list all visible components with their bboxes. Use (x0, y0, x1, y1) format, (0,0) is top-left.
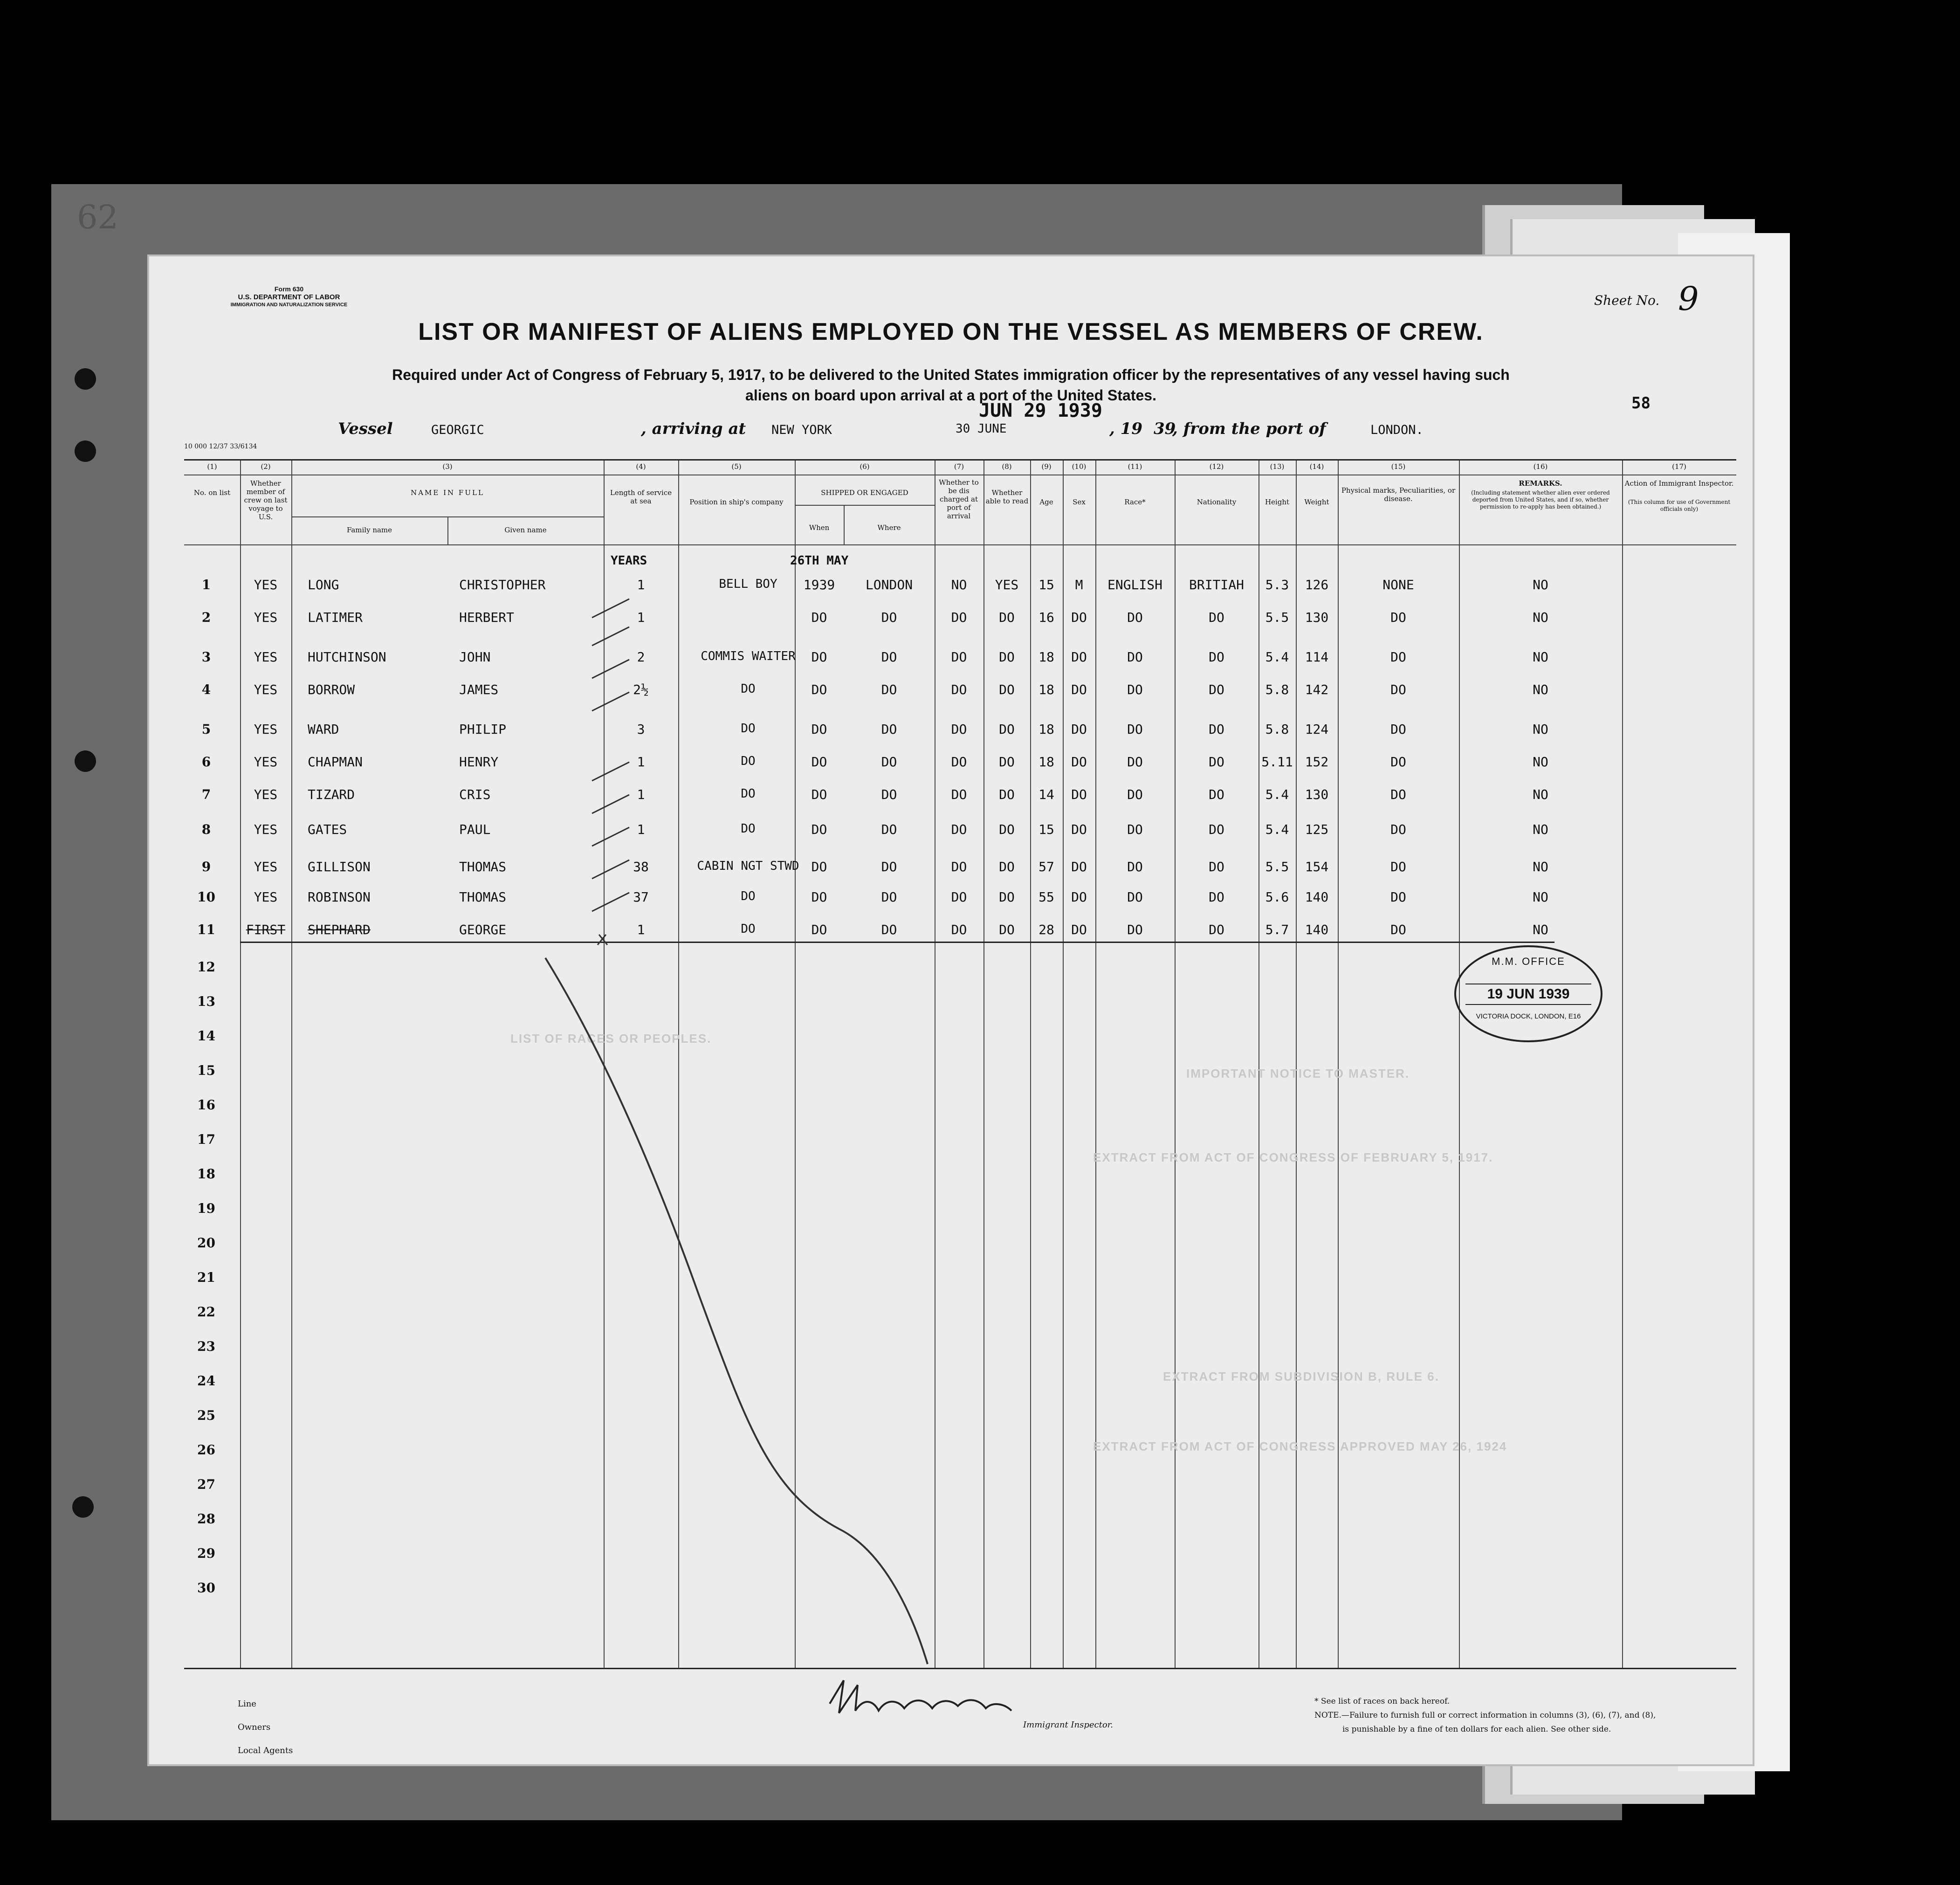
page-count: 58 (1631, 394, 1651, 413)
column-number: (4) (636, 462, 646, 471)
row-number: 1 (201, 577, 211, 592)
row-number: 9 (201, 859, 211, 874)
column-number: (3) (442, 462, 453, 471)
cell-where: DO (881, 610, 897, 625)
cell-position: DO (741, 822, 756, 836)
cell-service: 2 (637, 649, 645, 665)
cell-when: 1939 (803, 577, 835, 592)
footer-note: is punishable by a fine of ten dollars for each alien. See other side. (1342, 1725, 1611, 1734)
cell-sex: DO (1071, 610, 1087, 625)
column-number: (7) (954, 462, 964, 471)
bleed-through-text: EXTRACT FROM SUBDIVISION B, RULE 6. (1163, 1369, 1439, 1383)
cell-service: 1 (637, 822, 645, 837)
cell-race: DO (1127, 610, 1143, 625)
cell-discharged: DO (951, 787, 967, 802)
page-title: LIST OR MANIFEST OF ALIENS EMPLOYED ON THE VESSEL AS MEMBERS OF CREW. (418, 318, 1484, 345)
cell-position: COMMIS WAITER (701, 649, 796, 663)
year-label: , 19 (1109, 420, 1142, 438)
cell-nationality: DO (1209, 787, 1224, 802)
department-name: U.S. DEPARTMENT OF LABOR (238, 293, 340, 301)
date-stamp: JUN 29 1939 (979, 400, 1102, 421)
cell-remarks: NO (1533, 577, 1548, 592)
column-number: (13) (1270, 462, 1285, 471)
cell-discharged: DO (951, 754, 967, 770)
cell-sex: DO (1071, 859, 1087, 874)
cell-age: 15 (1038, 822, 1054, 837)
cell-physical: DO (1390, 889, 1406, 905)
cell-age: 28 (1038, 922, 1054, 937)
cell-sex: DO (1071, 649, 1087, 665)
header-where: Where (877, 523, 901, 532)
cell-position: DO (741, 922, 756, 936)
row-number: 6 (201, 754, 211, 770)
cell-position: BELL BOY (719, 577, 777, 591)
footer-agents-label: Local Agents (238, 1746, 293, 1755)
cell-when: DO (811, 922, 827, 937)
cell-given: GEORGE (459, 922, 507, 937)
cell-race: DO (1127, 922, 1143, 937)
bleed-through-text: EXTRACT FROM ACT OF CONGRESS APPROVED MAY 26, 1924 (1093, 1439, 1507, 1453)
cell-physical: DO (1390, 754, 1406, 770)
cell-remarks: NO (1533, 649, 1548, 665)
cell-member: YES (254, 682, 278, 697)
row-number: 22 (197, 1304, 215, 1320)
cell-read: DO (999, 922, 1015, 937)
cell-weight: 140 (1305, 889, 1329, 905)
cell-read: DO (999, 754, 1015, 770)
header-discharged: Whether to be dis charged at port of arrival (939, 478, 979, 520)
cell-height: 5.5 (1265, 610, 1289, 625)
cell-when: DO (811, 822, 827, 837)
cell-age: 18 (1038, 754, 1054, 770)
row-number: 18 (197, 1166, 215, 1182)
column-number: (1) (207, 462, 217, 471)
cell-family: HUTCHINSON (308, 649, 386, 665)
cell-where: DO (881, 722, 897, 737)
row-number: 28 (197, 1511, 215, 1527)
cell-service: 37 (633, 889, 649, 905)
header-weight: Weight (1304, 498, 1329, 506)
header-no-on-list: No. on list (193, 488, 231, 497)
cell-family: GATES (308, 822, 347, 837)
cell-height: 5.5 (1265, 859, 1289, 874)
cell-when: DO (811, 649, 827, 665)
row-number: 7 (201, 787, 211, 802)
cell-member: YES (254, 787, 278, 802)
cell-position: DO (741, 889, 756, 903)
cell-nationality: BRITIAH (1189, 577, 1244, 592)
cell-family: ROBINSON (308, 889, 371, 905)
header-shipped: SHIPPED OR ENGAGED (821, 488, 908, 497)
bleed-through-text: EXTRACT FROM ACT OF CONGRESS OF FEBRUARY 5, 1917. (1093, 1150, 1493, 1164)
header-when: When (809, 523, 830, 532)
sheet-number-label: Sheet No. (1594, 293, 1660, 308)
cell-position: DO (741, 754, 756, 768)
cell-remarks: NO (1533, 610, 1548, 625)
cell-sex: DO (1071, 787, 1087, 802)
cell-remarks: NO (1533, 787, 1548, 802)
cell-race: DO (1127, 859, 1143, 874)
cell-given: JOHN (459, 649, 491, 665)
cell-height: 5.11 (1261, 754, 1293, 770)
header-nationality: Nationality (1197, 498, 1237, 506)
header-sex: Sex (1073, 498, 1086, 506)
stamp-location: VICTORIA DOCK, LONDON, E16 (1476, 1012, 1581, 1020)
cell-given: CHRISTOPHER (459, 577, 546, 592)
cell-remarks: NO (1533, 922, 1548, 937)
cell-nationality: DO (1209, 682, 1224, 697)
cell-sex: M (1075, 577, 1083, 592)
cell-weight: 126 (1305, 577, 1329, 592)
cell-position: DO (741, 787, 756, 801)
cell-sex: DO (1071, 682, 1087, 697)
cell-sex: DO (1071, 754, 1087, 770)
header-action: Action of Immigrant Inspector. (1624, 479, 1734, 488)
cell-service: 2½ (633, 682, 649, 697)
cell-read: DO (999, 610, 1015, 625)
cell-age: 18 (1038, 682, 1054, 697)
cell-race: DO (1127, 722, 1143, 737)
cell-service: 1 (637, 610, 645, 625)
column-number: (11) (1128, 462, 1142, 471)
cell-where: DO (881, 649, 897, 665)
cell-weight: 152 (1305, 754, 1329, 770)
cell-weight: 125 (1305, 822, 1329, 837)
cell-sex: DO (1071, 889, 1087, 905)
cell-race: DO (1127, 754, 1143, 770)
row-number: 12 (197, 959, 215, 975)
column-number: (10) (1072, 462, 1087, 471)
header-remarks: REMARKS. (1519, 479, 1562, 488)
cell-read: DO (999, 682, 1015, 697)
cell-given: JAMES (459, 682, 499, 697)
cell-member: YES (254, 859, 278, 874)
cell-discharged: DO (951, 682, 967, 697)
cell-when: DO (811, 610, 827, 625)
cell-when: DO (811, 889, 827, 905)
column-number: (12) (1209, 462, 1224, 471)
row-number: 29 (197, 1546, 215, 1561)
cell-member: YES (254, 610, 278, 625)
row-number: 15 (197, 1063, 215, 1078)
cell-read: DO (999, 649, 1015, 665)
cell-read: DO (999, 889, 1015, 905)
header-service-length: Length of service at sea (610, 488, 672, 505)
header-family-name: Family name (346, 526, 392, 534)
cell-physical: DO (1390, 649, 1406, 665)
row-number: 19 (197, 1201, 215, 1216)
cell-race: DO (1127, 649, 1143, 665)
column-number: (17) (1672, 462, 1686, 471)
cell-physical: NONE (1382, 577, 1414, 592)
cell-member: YES (254, 754, 278, 770)
cell-race: DO (1127, 822, 1143, 837)
cell-age: 14 (1038, 787, 1054, 802)
cell-where: DO (881, 787, 897, 802)
row-number: 24 (197, 1373, 215, 1389)
cell-where: DO (881, 754, 897, 770)
column-number: (15) (1391, 462, 1406, 471)
cell-physical: DO (1390, 922, 1406, 937)
cell-age: 57 (1038, 859, 1054, 874)
cell-discharged: DO (951, 822, 967, 837)
shipped-date-label: 26TH MAY (790, 554, 849, 568)
cell-physical: DO (1390, 822, 1406, 837)
cell-family: BORROW (308, 682, 355, 697)
cell-given: PHILIP (459, 722, 507, 737)
cell-read: YES (995, 577, 1019, 592)
cell-age: 18 (1038, 722, 1054, 737)
row-number: 25 (197, 1408, 215, 1423)
cell-physical: DO (1390, 722, 1406, 737)
row-number: 13 (197, 994, 215, 1009)
bleed-through-text: IMPORTANT NOTICE TO MASTER. (1186, 1066, 1410, 1080)
header-position: Position in ship's company (689, 498, 784, 506)
cell-sex: DO (1071, 922, 1087, 937)
footer-note: NOTE.—Failure to furnish full or correct information in columns (3), (6), (7), and (8), (1314, 1711, 1656, 1720)
cell-remarks: NO (1533, 682, 1548, 697)
cell-height: 5.7 (1265, 922, 1289, 937)
cell-height: 5.8 (1265, 722, 1289, 737)
cell-age: 55 (1038, 889, 1054, 905)
cell-member: FIRST (246, 922, 286, 937)
column-number: (9) (1041, 462, 1052, 471)
cell-physical: DO (1390, 859, 1406, 874)
arriving-label: , arriving at (641, 420, 746, 438)
cell-discharged: DO (951, 649, 967, 665)
from-label: , from the port of (1172, 420, 1326, 438)
header-given-name: Given name (504, 526, 547, 534)
cell-when: DO (811, 682, 827, 697)
bleed-through-text: LIST OF RACES OR PEOPLES. (510, 1032, 712, 1046)
header-height: Height (1265, 498, 1290, 506)
row-number: 17 (197, 1132, 215, 1147)
cell-service: 1 (637, 922, 645, 937)
cell-given: THOMAS (459, 859, 507, 874)
column-number: (6) (860, 462, 870, 471)
cell-nationality: DO (1209, 859, 1224, 874)
cell-weight: 140 (1305, 922, 1329, 937)
cell-position: CABIN NGT STWD (697, 859, 799, 873)
cell-when: DO (811, 859, 827, 874)
cell-remarks: NO (1533, 822, 1548, 837)
cell-remarks: NO (1533, 889, 1548, 905)
subtitle-line: Required under Act of Congress of February 5, 1917, to be delivered to the United States immigration officer by the representatives of any vessel having such (392, 366, 1510, 383)
cell-family: GILLISON (308, 859, 371, 874)
cell-height: 5.8 (1265, 682, 1289, 697)
cell-family: SHEPHARD (308, 922, 371, 937)
header-remarks-note: (Including statement whether alien ever ordered deported from United States, and if so, whether permission to re-apply has been obtained.) (1471, 489, 1610, 510)
cell-sex: DO (1071, 722, 1087, 737)
cell-age: 16 (1038, 610, 1054, 625)
cell-family: LATIMER (308, 610, 363, 625)
cell-discharged: DO (951, 859, 967, 874)
cell-age: 15 (1038, 577, 1054, 592)
cell-where: DO (881, 822, 897, 837)
cell-member: YES (254, 577, 278, 592)
cell-remarks: NO (1533, 722, 1548, 737)
cell-service: 3 (637, 722, 645, 737)
row-number: 10 (197, 889, 215, 905)
cell-height: 5.3 (1265, 577, 1289, 592)
cell-height: 5.4 (1265, 787, 1289, 802)
cell-given: THOMAS (459, 889, 507, 905)
form-number: Form 630 (274, 285, 304, 293)
cell-family: TIZARD (308, 787, 355, 802)
header-member: Whether member of crew on last voyage to U.S. (244, 479, 288, 521)
row-number: 2 (201, 610, 211, 625)
row-number: 30 (197, 1580, 215, 1596)
row-number: 4 (201, 682, 211, 697)
cell-discharged: NO (951, 577, 967, 592)
cell-given: PAUL (459, 822, 491, 837)
print-code: 10 000 12/37 33/6134 (184, 443, 257, 450)
cell-nationality: DO (1209, 822, 1224, 837)
cell-nationality: DO (1209, 649, 1224, 665)
row-number: 5 (201, 722, 211, 737)
header-action-note: (This column for use of Government officials only) (1628, 499, 1731, 512)
vessel-label: Vessel (338, 420, 393, 438)
row-number: 26 (197, 1442, 215, 1458)
column-number: (2) (261, 462, 271, 471)
vessel-name: GEORGIC (431, 423, 484, 437)
cell-when: DO (811, 787, 827, 802)
cell-discharged: DO (951, 610, 967, 625)
cell-given: CRIS (459, 787, 491, 802)
cell-when: DO (811, 754, 827, 770)
footer-owners-label: Owners (238, 1722, 271, 1732)
cell-where: DO (881, 859, 897, 874)
cell-height: 5.6 (1265, 889, 1289, 905)
header-name: NAME IN FULL (411, 488, 484, 497)
cell-read: DO (999, 859, 1015, 874)
cell-position: DO (741, 682, 756, 696)
cell-read: DO (999, 722, 1015, 737)
cell-nationality: DO (1209, 922, 1224, 937)
cell-remarks: NO (1533, 754, 1548, 770)
cell-nationality: DO (1209, 889, 1224, 905)
cell-height: 5.4 (1265, 649, 1289, 665)
cell-given: HENRY (459, 754, 499, 770)
cell-where: LONDON (865, 577, 913, 592)
cell-service: 1 (637, 754, 645, 770)
cell-weight: 130 (1305, 610, 1329, 625)
header-read: Whether able to read (985, 488, 1029, 505)
cell-position: DO (741, 722, 756, 736)
year-value: 39 (1154, 420, 1176, 438)
cell-read: DO (999, 787, 1015, 802)
cell-race: DO (1127, 682, 1143, 697)
cell-weight: 114 (1305, 649, 1329, 665)
footer-inspector-label: Immigrant Inspector. (1023, 1720, 1114, 1730)
cell-read: DO (999, 822, 1015, 837)
cell-service: 38 (633, 859, 649, 874)
cell-when: DO (811, 722, 827, 737)
sheet-number: 9 (1678, 280, 1699, 318)
page-mark: 62 (77, 198, 119, 236)
column-number: (5) (731, 462, 742, 471)
row-number: 21 (197, 1270, 215, 1285)
stamp-date: 19 JUN 1939 (1465, 984, 1591, 1005)
departure-port: LONDON. (1370, 423, 1424, 437)
footer-line-label: Line (238, 1699, 256, 1709)
column-number: (8) (1002, 462, 1012, 471)
cell-where: DO (881, 889, 897, 905)
cell-nationality: DO (1209, 610, 1224, 625)
row-number: 23 (197, 1339, 215, 1354)
cell-weight: 130 (1305, 787, 1329, 802)
cell-family: WARD (308, 722, 339, 737)
cell-age: 18 (1038, 649, 1054, 665)
cell-sex: DO (1071, 822, 1087, 837)
cell-weight: 154 (1305, 859, 1329, 874)
header-physical: Physical marks, Peculiarities, or disease. (1341, 486, 1456, 503)
cell-service: 1 (637, 787, 645, 802)
header-race: Race* (1124, 498, 1146, 506)
cell-nationality: DO (1209, 722, 1224, 737)
cell-race: DO (1127, 889, 1143, 905)
row-number: 3 (201, 649, 211, 665)
cell-weight: 142 (1305, 682, 1329, 697)
row-number: 16 (197, 1097, 215, 1113)
cell-race: ENGLISH (1107, 577, 1162, 592)
service-name: IMMIGRATION AND NATURALIZATION SERVICE (230, 302, 348, 308)
cell-physical: DO (1390, 610, 1406, 625)
office-stamp (1454, 945, 1602, 1042)
arrival-date: 30 JUNE (956, 422, 1007, 436)
cell-where: DO (881, 922, 897, 937)
row-number: 8 (201, 822, 211, 837)
cell-physical: DO (1390, 787, 1406, 802)
cell-member: YES (254, 889, 278, 905)
column-number: (16) (1533, 462, 1548, 471)
row-number: 27 (197, 1477, 215, 1492)
cell-physical: DO (1390, 682, 1406, 697)
row-number: 20 (197, 1235, 215, 1251)
cell-family: LONG (308, 577, 339, 592)
cell-given: HERBERT (459, 610, 515, 625)
cell-discharged: DO (951, 722, 967, 737)
subtitle-line: aliens on board upon arrival at a port of the United States. (745, 387, 1156, 404)
cell-family: CHAPMAN (308, 754, 363, 770)
footer-note: * See list of races on back hereof. (1314, 1697, 1450, 1706)
cell-member: YES (254, 722, 278, 737)
row-number: 11 (197, 922, 215, 937)
header-age: Age (1039, 498, 1053, 506)
cell-service: 1 (637, 577, 645, 592)
years-unit-label: YEARS (611, 554, 647, 568)
column-number: (14) (1309, 462, 1324, 471)
stamp-office: M.M. OFFICE (1492, 956, 1565, 967)
cell-where: DO (881, 682, 897, 697)
arrival-port: NEW YORK (771, 423, 832, 437)
cell-discharged: DO (951, 922, 967, 937)
cell-member: YES (254, 822, 278, 837)
cell-member: YES (254, 649, 278, 665)
cell-discharged: DO (951, 889, 967, 905)
cell-race: DO (1127, 787, 1143, 802)
cell-nationality: DO (1209, 754, 1224, 770)
cell-height: 5.4 (1265, 822, 1289, 837)
cell-weight: 124 (1305, 722, 1329, 737)
cell-remarks: NO (1533, 859, 1548, 874)
row-number: 14 (197, 1028, 215, 1044)
